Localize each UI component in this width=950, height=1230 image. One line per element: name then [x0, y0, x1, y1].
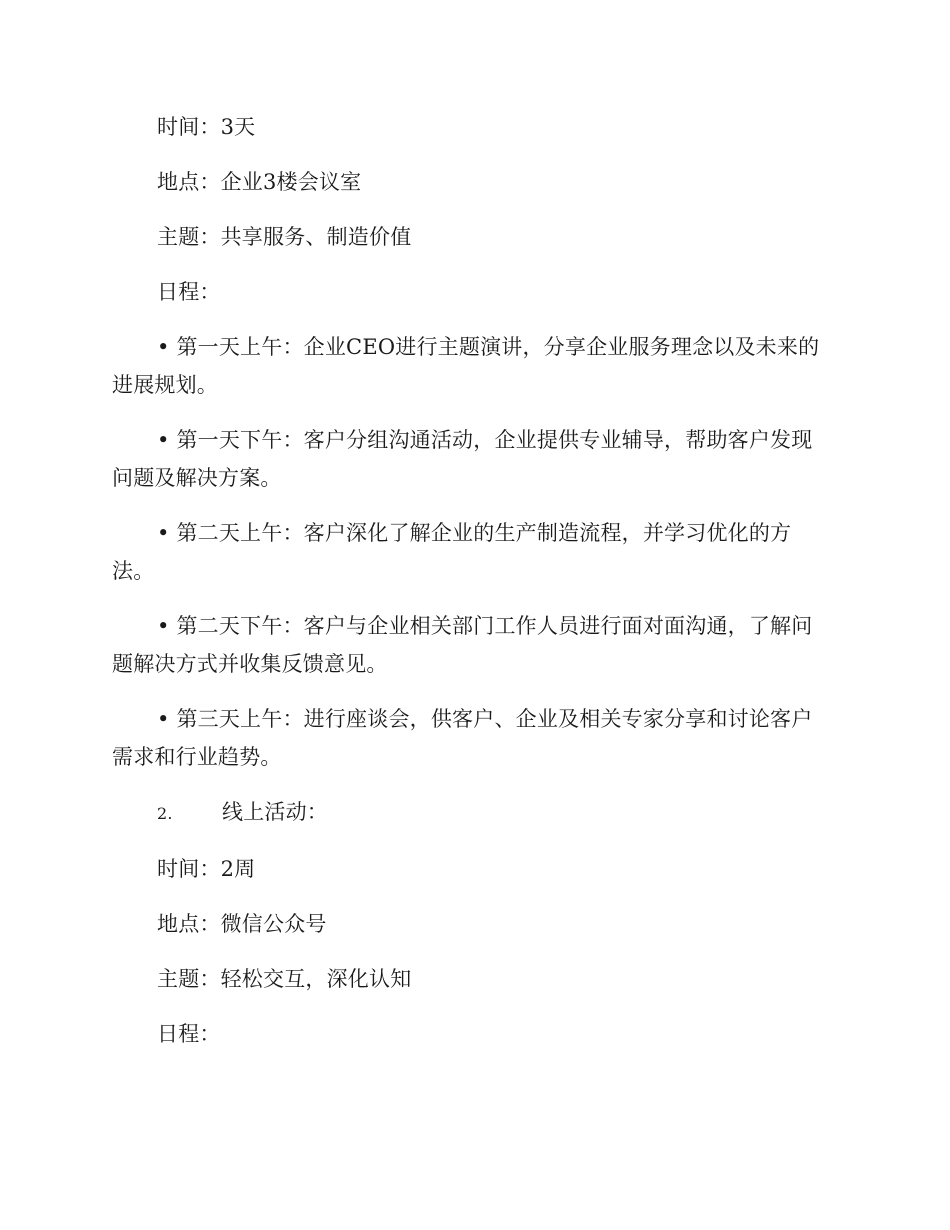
- online-schedule-heading: 日程：: [157, 1022, 221, 1046]
- document-body: [112, 108, 832, 1070]
- event-location: 地点：企业3楼会议室: [157, 170, 362, 194]
- event-theme: 主题：共享服务、制造价值: [157, 225, 412, 249]
- section-title: 线上活动：: [222, 800, 328, 824]
- section-number: 2.: [157, 804, 173, 823]
- section-heading-online: [112, 793, 832, 833]
- schedule-item-day2-morning: • 第二天上午：客户深化了解企业的生产制造流程，并学习优化的方法。: [112, 521, 792, 583]
- online-event-theme: 主题：轻松交互，深化认知: [157, 967, 412, 991]
- schedule-item-day1-afternoon: • 第一天下午：客户分组沟通活动，企业提供专业辅导，帮助客户发现问题及解决方案。: [112, 428, 813, 490]
- schedule-item-day1-morning: • 第一天上午：企业CEO进行主题演讲，分享企业服务理念以及未来的进展规划。: [112, 335, 820, 397]
- schedule-heading: 日程：: [157, 280, 221, 304]
- schedule-item-day2-afternoon: • 第二天下午：客户与企业相关部门工作人员进行面对面沟通，了解问题解决方式并收集反馈意见。: [112, 614, 813, 676]
- event-time: 时间：3天: [157, 115, 256, 139]
- online-event-location: 地点：微信公众号: [157, 912, 327, 936]
- schedule-item-day3-morning: • 第三天上午：进行座谈会，供客户、企业及相关专家分享和讨论客户需求和行业趋势。: [112, 707, 813, 769]
- online-event-time: 时间：2周: [157, 857, 256, 881]
